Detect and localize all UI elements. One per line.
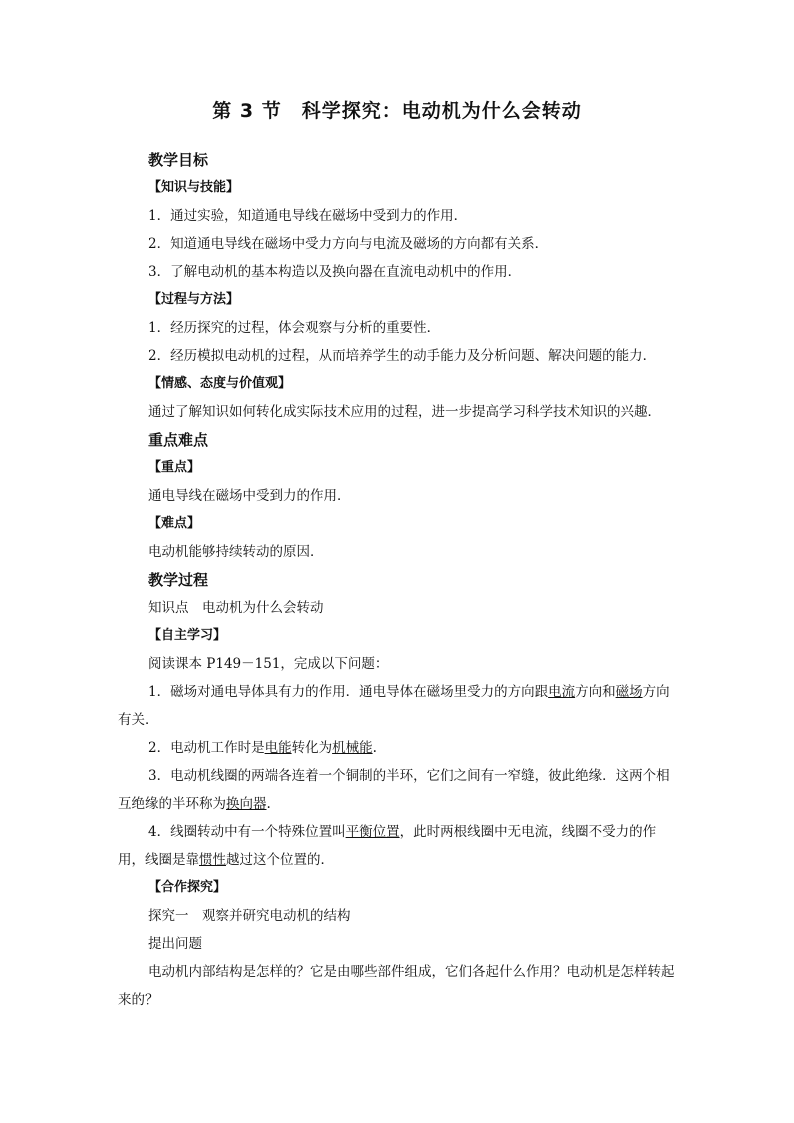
knowledge-point: 知识点 电动机为什么会转动 [148, 600, 324, 616]
paragraph-focus: 通电导线在磁场中受到力的作用． [148, 488, 351, 504]
subheading-difficulty: 【难点】 [148, 516, 201, 531]
answer-blank: 平衡位置 [345, 824, 400, 840]
subheading-cooperative: 【合作探究】 [148, 880, 227, 895]
section-heading-process: 教学过程 [148, 571, 209, 589]
paragraph-emotion: 通过了解知识如何转化成实际技术应用的过程，进一步提高学习科学技术知识的兴趣． [148, 404, 661, 420]
ask-question-heading: 提出问题 [148, 936, 202, 952]
subheading-self-study: 【自主学习】 [148, 628, 227, 643]
question-2: 2．电动机工作时是电能转化为机械能. [148, 740, 377, 756]
list-item: 2．知道通电导线在磁场中受力方向与电流及磁场的方向都有关系． [148, 236, 549, 252]
answer-blank: 电能 [264, 740, 292, 756]
answer-blank: 机械能 [332, 740, 373, 756]
paragraph-difficulty: 电动机能够持续转动的原因． [148, 544, 324, 560]
subheading-knowledge: 【知识与技能】 [148, 180, 240, 195]
list-item: 1．经历探究的过程，体会观察与分析的重要性． [148, 320, 441, 336]
list-item: 1．通过实验，知道通电导线在磁场中受到力的作用． [148, 208, 468, 224]
subheading-emotion: 【情感、态度与价值观】 [148, 376, 292, 391]
answer-blank: 换向器 [226, 796, 267, 812]
reading-instruction: 阅读课本 P149－151，完成以下问题： [148, 656, 389, 672]
question-3: 3．电动机线圈的两端各连着一个铜制的半环，它们之间有一窄缝，彼此绝缘．这两个相互绝缘的半环称为换向器. [118, 768, 670, 812]
section-heading-goals: 教学目标 [148, 151, 209, 169]
question-1: 1．磁场对通电导体具有力的作用．通电导体在磁场里受力的方向跟电流方向和磁场方向有关． [118, 684, 670, 728]
document-body [118, 146, 678, 1014]
question-4: 4．线圈转动中有一个特殊位置叫平衡位置，此时两根线圈中无电流，线圈不受力的作用，线圈是靠惯性越过这个位置的． [118, 824, 657, 868]
page-title: 第 3 节 科学探究：电动机为什么会转动 [212, 100, 582, 122]
list-item: 2．经历模拟电动机的过程，从而培养学生的动手能力及分析问题、解决问题的能力． [148, 348, 657, 364]
answer-blank: 电流 [548, 684, 576, 700]
list-item: 3．了解电动机的基本构造以及换向器在直流电动机中的作用． [148, 264, 522, 280]
section-heading-key-points: 重点难点 [148, 431, 209, 449]
answer-blank: 磁场 [615, 684, 643, 700]
question-paragraph: 电动机内部结构是怎样的？它是由哪些部件组成，它们各起什么作用？电动机是怎样转起来的？ [118, 964, 675, 1008]
answer-blank: 惯性 [199, 852, 226, 868]
explore-heading: 探究一 观察并研究电动机的结构 [148, 908, 351, 924]
subheading-focus: 【重点】 [148, 460, 201, 475]
subheading-process: 【过程与方法】 [148, 292, 240, 307]
